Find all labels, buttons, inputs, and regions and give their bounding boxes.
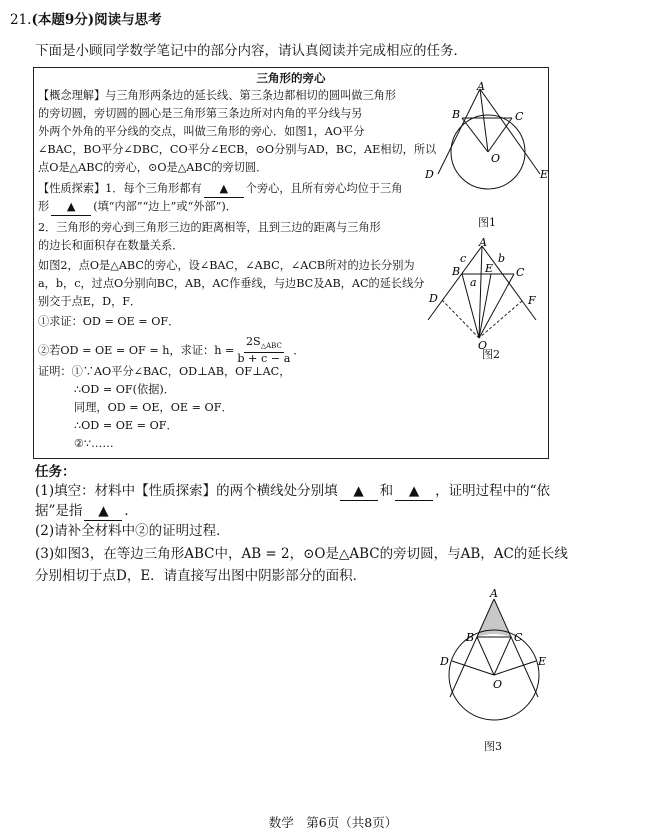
task-3-line-1: (3)如图3，在等边三角形ABC中，AB = 2，⊙O是△ABC的旁切圆，与AB，AC的延长线 <box>35 546 568 562</box>
fig1-label-o: O <box>491 152 501 165</box>
fig1-line-ad <box>438 89 480 174</box>
proof-line-1: 证明：①∵AO平分∠BAC，OD⊥AB，OF⊥AC， <box>38 365 291 378</box>
task-2: (2)请补全材料中②的证明过程． <box>35 523 230 539</box>
fig3-label-c: C <box>514 631 523 644</box>
blank-1[interactable]: ▲ <box>204 181 244 198</box>
task1-end: ． <box>124 503 138 519</box>
claim-1: ①求证：OD = OE = OF． <box>38 315 180 328</box>
fig3-line-eo <box>494 661 536 675</box>
concept-line-1: 【概念理解】与三角形两条边的延长线、第三条边都相切的圆叫做三角形 <box>38 89 397 102</box>
fraction-denominator: b + c − a <box>237 352 291 366</box>
figure-2 <box>418 234 548 352</box>
proof-line-5: ②∵…… <box>74 437 114 450</box>
fig1-label-c: C <box>515 110 524 123</box>
page-footer: 数学 第6页（共8页） <box>268 815 398 830</box>
proof-line-4: ∴OD = OE = OF． <box>74 419 178 432</box>
property1-a: 【性质探索】1．每个三角形都有 <box>38 182 202 195</box>
fig2-label-d: D <box>429 292 438 305</box>
fig3-label-o: O <box>493 678 503 691</box>
property1-c: 形 <box>38 200 50 213</box>
claim2-end: ． <box>293 343 305 357</box>
fig1-line-co <box>488 118 512 152</box>
figure-1 <box>412 82 548 212</box>
fig1-label-a: A <box>477 82 485 93</box>
fig3-line-ad <box>450 599 494 697</box>
concept-line-5: 点O是△ABC的旁心，⊙O是△ABC的旁切圆． <box>38 161 268 174</box>
figure-3 <box>430 585 560 735</box>
figure-2-caption: 图2 <box>482 348 500 361</box>
fig2-label-b-side: b <box>498 252 506 265</box>
concept-line-3: 外两个外角的平分线的交点，叫做三角形的旁心．如图1，AO平分 <box>38 125 365 138</box>
proof-line-2: ∴OD = OF(依据)． <box>74 383 175 396</box>
claim2-text: ②若OD = OE = OF = h，求证：h = <box>38 343 235 357</box>
property1-d: (填“内部”“边上”或“外部”)． <box>93 200 237 213</box>
property2-line-3: 如图2，点O是△ABC的旁心，设∠BAC，∠ABC，∠ACB所对的边长分别为 <box>38 259 415 272</box>
claim-2 <box>38 336 305 365</box>
task1-a: (1)填空：材料中【性质探索】的两个横线处分别填 <box>35 483 338 499</box>
fig1-line-ae <box>480 89 540 174</box>
fig3-label-d: D <box>440 655 449 668</box>
proof-line-3: 同理，OD = OE，OE = OF． <box>74 401 233 414</box>
concept-line-4: ∠BAC，BO平分∠DBC，CO平分∠ECB，⊙O分别与AD，BC，AE相切，所以 <box>38 143 437 156</box>
task1-b: ，证明过程中的“依 <box>435 483 551 499</box>
tasks-heading: 任务： <box>35 464 76 480</box>
fig2-label-c: C <box>516 266 525 279</box>
fig3-line-do <box>452 661 494 675</box>
question-number: 21. <box>10 12 32 28</box>
task-1-line-1 <box>35 482 550 501</box>
figure-3-caption: 图3 <box>484 740 502 753</box>
fraction-num-sub: △ABC <box>260 342 282 351</box>
task1-and: 和 <box>379 483 394 499</box>
fig2-label-e: E <box>485 262 494 275</box>
property1-line-2 <box>38 199 237 216</box>
fig2-line-co <box>479 274 514 338</box>
task1-blank-3[interactable]: ▲ <box>84 502 122 521</box>
task-1-line-2 <box>35 502 138 521</box>
fig2-label-o: O <box>478 339 488 352</box>
fig2-dashed-of <box>479 301 522 338</box>
fraction-num-main: 2S <box>245 335 261 348</box>
fig2-label-a-side: a <box>470 276 477 289</box>
question-intro: 下面是小顾同学数学笔记中的部分内容，请认真阅读并完成相应的任务． <box>35 43 467 59</box>
property1-b: 个旁心，且所有旁心均位于三角 <box>245 182 403 195</box>
fig3-label-e: E <box>538 655 547 668</box>
property2-line-1: 2．三角形的旁心到三角形三边的距离相等，且到三边的距离与三角形 <box>38 221 381 234</box>
fig3-label-b: B <box>466 631 475 644</box>
area-fraction <box>237 336 290 365</box>
task1-blank-1[interactable]: ▲ <box>340 482 378 501</box>
fig3-line-co <box>494 637 511 675</box>
property1-line-1 <box>38 181 402 198</box>
task1-c: 据”是指 <box>35 503 83 519</box>
fig3-line-bo <box>477 637 494 675</box>
property2-line-4: a，b，c，过点O分别向BC，AB，AC作垂线，与边BC及AB，AC的延长线分 <box>38 277 425 290</box>
question-tag: (本题9分)阅读与思考 <box>31 12 162 28</box>
property2-line-5: 别交于点E，D，F． <box>38 295 142 308</box>
fig1-label-e: E <box>540 168 548 181</box>
concept-line-2: 的旁切圆，旁切圆的圆心是三角形第三条边所对内角的平分线与另 <box>38 107 363 120</box>
fig3-label-a: A <box>490 587 498 600</box>
question-number-and-tag <box>10 11 162 29</box>
figure-1-caption: 图1 <box>478 216 496 229</box>
fig2-label-c-side: c <box>460 252 467 265</box>
fig1-label-b: B <box>452 108 461 121</box>
fig1-label-d: D <box>425 168 434 181</box>
fig2-label-b: B <box>452 265 461 278</box>
property2-line-2: 的边长和面积存在数量关系． <box>38 239 184 252</box>
note-box <box>33 67 549 459</box>
note-title: 三角形的旁心 <box>256 71 326 85</box>
fig2-label-a: A <box>479 236 487 249</box>
task1-blank-2[interactable]: ▲ <box>395 482 433 501</box>
fraction-numerator <box>244 336 284 353</box>
blank-2[interactable]: ▲ <box>51 199 91 216</box>
fig2-label-f: F <box>528 294 536 307</box>
task-3-line-2: 分别相切于点D，E．请直接写出图中阴影部分的面积． <box>35 568 367 584</box>
